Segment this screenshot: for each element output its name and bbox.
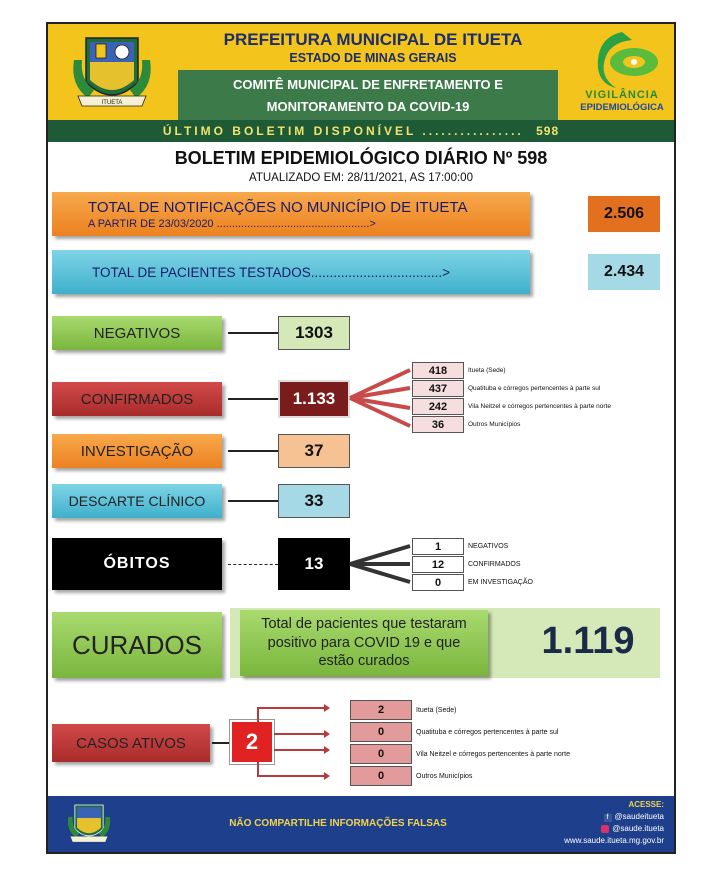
confirmados-arrows [348,362,414,434]
facebook-handle: @saudeitueta [614,812,664,821]
breakdown-row [350,722,558,742]
bulletin-updated: ATUALIZADO EM: 28/11/2021, AS 17:00:00 [249,172,473,184]
breakdown-value: 36 [412,416,464,433]
negativos-connector [228,332,278,334]
breakdown-value: 0 [350,744,412,764]
breakdown-value: 418 [412,362,464,379]
breakdown-value: 0 [350,722,412,742]
last-bulletin-bar [48,120,674,142]
curados-description: Total de pacientes que testaram positivo para COVID 19 e que estão curados [240,610,488,676]
breakdown-value: 437 [412,380,464,397]
footer-message: NÃO COMPARTILHE INFORMAÇÕES FALSAS [229,818,447,829]
breakdown-row [412,538,508,555]
bulletin-frame [46,22,676,854]
descarte-connector [228,500,278,502]
instagram-handle: @saude.itueta [612,824,664,833]
notifications-box [52,192,530,236]
breakdown-label: NEGATIVOS [468,543,509,550]
breakdown-label: Quatituba e córregos pertencentes à parte sul [468,385,601,392]
confirmados-value: 1.133 [278,380,350,418]
facebook-icon: f [604,814,612,822]
breakdown-row [412,416,520,433]
tested-value: 2.434 [588,254,660,290]
curados-box: CURADOS [52,612,222,678]
committee-title [178,74,558,118]
municipal-crest-icon [66,30,158,116]
breakdown-label: Itueta (Sede) [416,706,457,714]
ativos-arrows [248,700,332,784]
breakdown-value: 0 [412,574,464,591]
negativos-box: NEGATIVOS [52,316,222,350]
investigacao-value: 37 [278,434,350,468]
vigilancia-logo-line2: EPIDEMIOLÓGICA [580,102,664,113]
footer-instagram[interactable] [518,824,664,833]
breakdown-label: Itueta (Sede) [468,367,506,374]
state-subtitle: ESTADO DE MINAS GERAIS [289,51,457,65]
breakdown-row [412,574,533,591]
ativos-connector [212,742,230,744]
committee-line-1: COMITÊ MUNICIPAL DE ENFRETAMENTO E [233,77,503,92]
bulletin-title: BOLETIM EPIDEMIOLÓGICO DIÁRIO Nº 598 [174,148,548,168]
breakdown-row [412,556,521,573]
breakdown-label: EM INVESTIGAÇÃO [468,579,533,586]
breakdown-row [350,744,570,764]
committee-line-2: MONITORAMENTO DA COVID-19 [266,99,470,114]
breakdown-row [350,700,456,720]
last-bulletin-label: ÚLTIMO BOLETIM DISPONÍVEL ................ [162,124,524,138]
breakdown-value: 0 [350,766,412,786]
breakdown-label: Vila Neitzel e córregos pertencentes à parte norte [416,750,570,758]
descarte-value: 33 [278,484,350,518]
footer-website[interactable]: www.saude.itueta.mg.gov.br [564,836,664,845]
footer-facebook[interactable] [518,812,664,822]
breakdown-value: 242 [412,398,464,415]
investigacao-box: INVESTIGAÇÃO [52,434,222,468]
breakdown-value: 2 [350,700,412,720]
header [48,24,674,142]
crest-ribbon-text: ITUETA [101,100,123,106]
breakdown-label: Quatituba e córregos pertencentes à parte sul [416,728,559,736]
breakdown-label: CONFIRMADOS [468,561,521,568]
footer-access: ACESSE: [628,800,664,809]
descarte-box: DESCARTE CLÍNICO [52,484,222,518]
breakdown-label: Outros Municípios [468,421,521,428]
investigacao-connector [228,450,278,452]
confirmados-box: CONFIRMADOS [52,382,222,416]
breakdown-row [412,380,600,397]
negativos-value: 1303 [278,316,350,350]
breakdown-value: 1 [412,538,464,555]
notifications-label-2: A PARTIR DE 23/03/2020 ..................................................> [88,217,376,230]
ativos-box: CASOS ATIVOS [52,724,210,762]
breakdown-row [412,398,611,415]
obitos-arrows [348,536,414,592]
vigilancia-logo-line1: VIGILÂNCIA [585,89,659,101]
ativos-value: 2 [230,720,274,764]
obitos-box: ÓBITOS [52,538,222,590]
footer-crest-icon [64,800,114,848]
tested-box [52,250,530,294]
notifications-label-1: TOTAL DE NOTIFICAÇÕES NO MUNICÍPIO DE ITUETA [88,198,468,216]
breakdown-label: Outros Municípios [416,772,473,780]
last-bulletin-number: 598 [536,124,560,138]
obitos-connector [228,564,278,565]
breakdown-value: 12 [412,556,464,573]
prefeitura-title: PREFEITURA MUNICIPAL DE ITUETA [223,30,523,49]
notifications-value: 2.506 [588,196,660,232]
curados-value: 1.119 [541,620,635,662]
confirmados-connector [228,398,278,400]
instagram-icon [601,825,609,833]
breakdown-row [350,766,472,786]
obitos-value: 13 [278,538,350,590]
breakdown-row [412,362,506,379]
footer [48,796,674,852]
breakdown-label: Vila Neitzel e córregos pertencentes à parte norte [468,403,611,410]
tested-label: TOTAL DE PACIENTES TESTADOS...................................> [92,264,450,280]
